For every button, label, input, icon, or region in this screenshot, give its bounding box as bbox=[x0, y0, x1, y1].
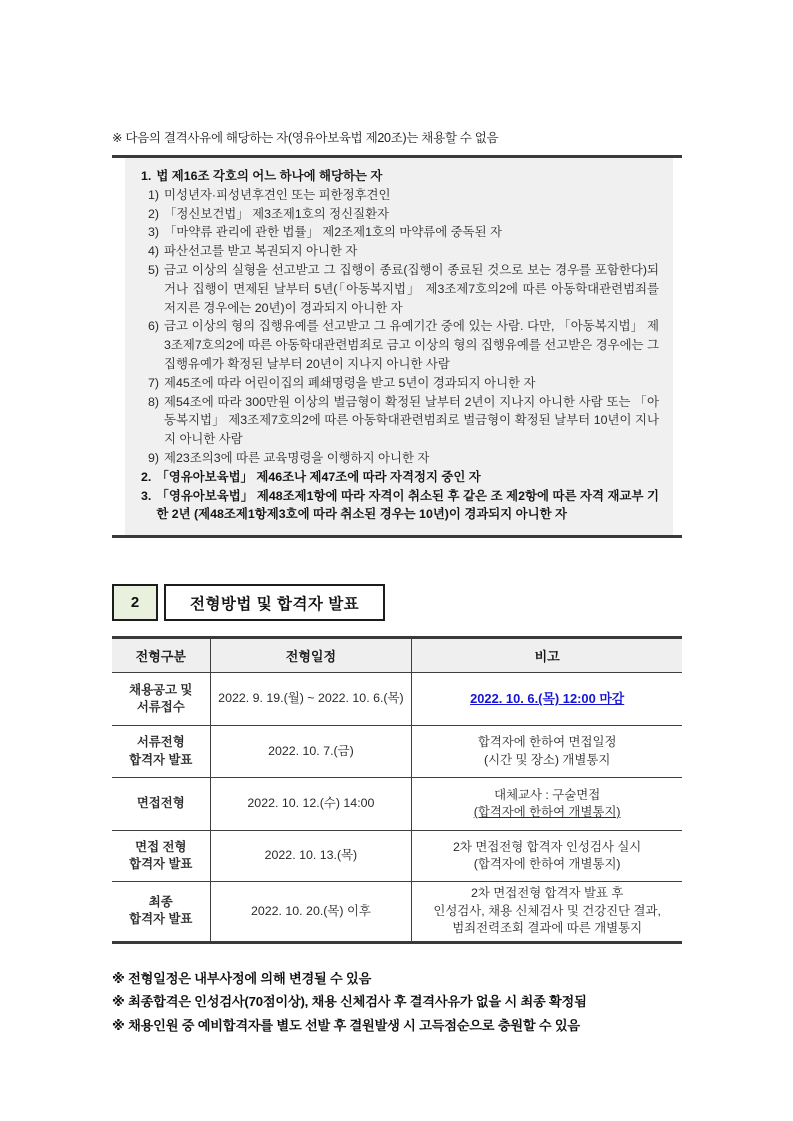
item-number: 3. bbox=[141, 488, 152, 503]
table-header-row bbox=[112, 638, 682, 673]
list-subitem bbox=[141, 186, 659, 205]
footnote-line: ※ 최종합격은 인성검사(70점이상), 채용 신체검사 후 결격사유가 없을 시 최종 확정됨 bbox=[112, 994, 587, 1010]
table-row bbox=[112, 778, 682, 831]
list-item bbox=[141, 468, 659, 487]
category-cell: 최종 합격자 발표 bbox=[112, 882, 210, 943]
schedule-cell: 2022. 10. 13.(목) bbox=[210, 831, 412, 882]
footnotes bbox=[112, 967, 682, 1038]
category-cell: 면접 전형 합격자 발표 bbox=[112, 831, 210, 882]
list-subitem bbox=[141, 242, 659, 261]
schedule-cell: 2022. 10. 7.(금) bbox=[210, 726, 412, 778]
table-row bbox=[112, 831, 682, 882]
item-number: 1. bbox=[141, 169, 152, 183]
item-text: 법 제16조 각호의 어느 하나에 해당하는 자 bbox=[156, 169, 383, 183]
schedule-cell: 2022. 10. 12.(수) 14:00 bbox=[210, 778, 412, 831]
section-header bbox=[112, 584, 682, 621]
category-cell: 채용공고 및 서류접수 bbox=[112, 673, 210, 726]
list-subitem bbox=[141, 374, 659, 393]
subitem-number: 8) bbox=[148, 394, 160, 409]
column-header-note: 비고 bbox=[412, 638, 682, 673]
list-item bbox=[141, 487, 659, 525]
footnote-line: ※ 전형일정은 내부사정에 의해 변경될 수 있음 bbox=[112, 970, 372, 986]
subitem-text: 「정신보건법」 제3조제1호의 정신질환자 bbox=[164, 206, 390, 221]
list-item bbox=[141, 167, 659, 186]
subitem-number: 5) bbox=[148, 262, 160, 277]
item-text: 「영유아보육법」 제46조나 제47조에 따라 자격정지 중인 자 bbox=[156, 469, 481, 484]
note-cell: 2차 면접전형 합격자 인성검사 실시 (합격자에 한하여 개별통지) bbox=[412, 831, 682, 882]
subitem-number: 2) bbox=[148, 206, 160, 221]
list-subitem bbox=[141, 449, 659, 468]
section-title: 전형방법 및 합격자 발표 bbox=[164, 584, 385, 621]
subitem-text: 제54조에 따라 300만원 이상의 벌금형이 확정된 날부터 2년이 지나지 아니한 사람 또는 「아동복지법」 제3조제7호의2에 따른 아동학대관련범죄로 벌금형이 확정된 날부터 10년이 지나지 아니한 사람 bbox=[164, 394, 659, 447]
subitem-number: 4) bbox=[148, 244, 160, 259]
subitem-number: 9) bbox=[148, 450, 160, 465]
subitem-text: 금고 이상의 실형을 선고받고 그 집행이 종료(집행이 종료된 것으로 보는 경우를 포함한다)되거나 집행이 면제된 날부터 5년(「아동복지법」 제3조제7호의2에 따른 아동학대관련범죄를 저지른 경우에는 20년)이 경과되지 아니한 자 bbox=[164, 262, 659, 315]
item-text: 「영유아보육법」 제48조제1항에 따라 자격이 취소된 후 같은 조 제2항에 따른 자격 재교부 기한 2년 (제48조제1항제3호에 따라 취소된 경우는 10년)이 경과되지 아니한 자 bbox=[156, 488, 659, 522]
subitem-text: 금고 이상의 형의 집행유예를 선고받고 그 유예기간 중에 있는 사람. 다만, 「아동복지법」 제3조제7호의2에 따른 아동학대관련범죄로 금고 이상의 형의 집행유예를 선고받은 경우에는 그 집행유예가 확정된 날부터 20년이 지나지 아니한 사람 bbox=[164, 319, 659, 371]
deadline-text: 2022. 10. 6.(목) 12:00 마감 bbox=[470, 691, 625, 707]
subitem-number: 7) bbox=[148, 375, 160, 390]
list-subitem bbox=[141, 261, 659, 317]
category-cell: 면접전형 bbox=[112, 778, 210, 831]
column-header-schedule: 전형일정 bbox=[210, 638, 412, 673]
note-cell: 합격자에 한하여 면접일정 (시간 및 장소) 개별통지 bbox=[412, 726, 682, 778]
item-number: 2. bbox=[141, 469, 152, 484]
subitem-text: 미성년자·피성년후견인 또는 피한정후견인 bbox=[164, 187, 391, 202]
subitem-number: 6) bbox=[148, 319, 160, 334]
top-disqualification-note: ※ 다음의 결격사유에 해당하는 자(영유아보육법 제20조)는 채용할 수 없음 bbox=[112, 131, 499, 145]
note-cell: 대체교사 : 구술면접 (합격자에 한하여 개별통지) bbox=[412, 778, 682, 831]
list-subitem bbox=[141, 393, 659, 449]
list-subitem bbox=[141, 317, 659, 373]
table-row bbox=[112, 673, 682, 726]
subitem-number: 1) bbox=[148, 187, 160, 202]
footnote-line: ※ 채용인원 중 예비합격자를 별도 선발 후 결원발생 시 고득점순으로 충원할 수 있음 bbox=[112, 1017, 580, 1033]
section-number-badge: 2 bbox=[112, 584, 158, 621]
note-cell bbox=[412, 673, 682, 726]
list-subitem bbox=[141, 205, 659, 224]
schedule-cell: 2022. 10. 20.(목) 이후 bbox=[210, 882, 412, 943]
subitem-text: 「마약류 관리에 관한 법률」 제2조제1호의 마약류에 중독된 자 bbox=[164, 225, 502, 240]
list-subitem bbox=[141, 223, 659, 242]
subitem-number: 3) bbox=[148, 225, 160, 240]
subitem-text: 제23조의3에 따른 교육명령을 이행하지 아니한 자 bbox=[164, 450, 430, 465]
page-content bbox=[112, 128, 682, 1037]
category-cell: 서류전형 합격자 발표 bbox=[112, 726, 210, 778]
table-row bbox=[112, 726, 682, 778]
schedule-cell: 2022. 9. 19.(월) ~ 2022. 10. 6.(목) bbox=[210, 673, 412, 726]
subitem-text: 제45조에 따라 어린이집의 폐쇄명령을 받고 5년이 경과되지 아니한 자 bbox=[164, 375, 536, 390]
table-row bbox=[112, 882, 682, 943]
column-header-category: 전형구분 bbox=[112, 638, 210, 673]
subitem-text: 파산선고를 받고 복권되지 아니한 자 bbox=[164, 244, 358, 259]
disqualification-box bbox=[112, 155, 682, 538]
schedule-table bbox=[112, 636, 682, 944]
disqualification-box-fill bbox=[125, 158, 673, 535]
note-cell: 2차 면접전형 합격자 발표 후 인성검사, 채용 신체검사 및 건강진단 결과, 범죄전력조회 결과에 따른 개별통지 bbox=[412, 882, 682, 943]
